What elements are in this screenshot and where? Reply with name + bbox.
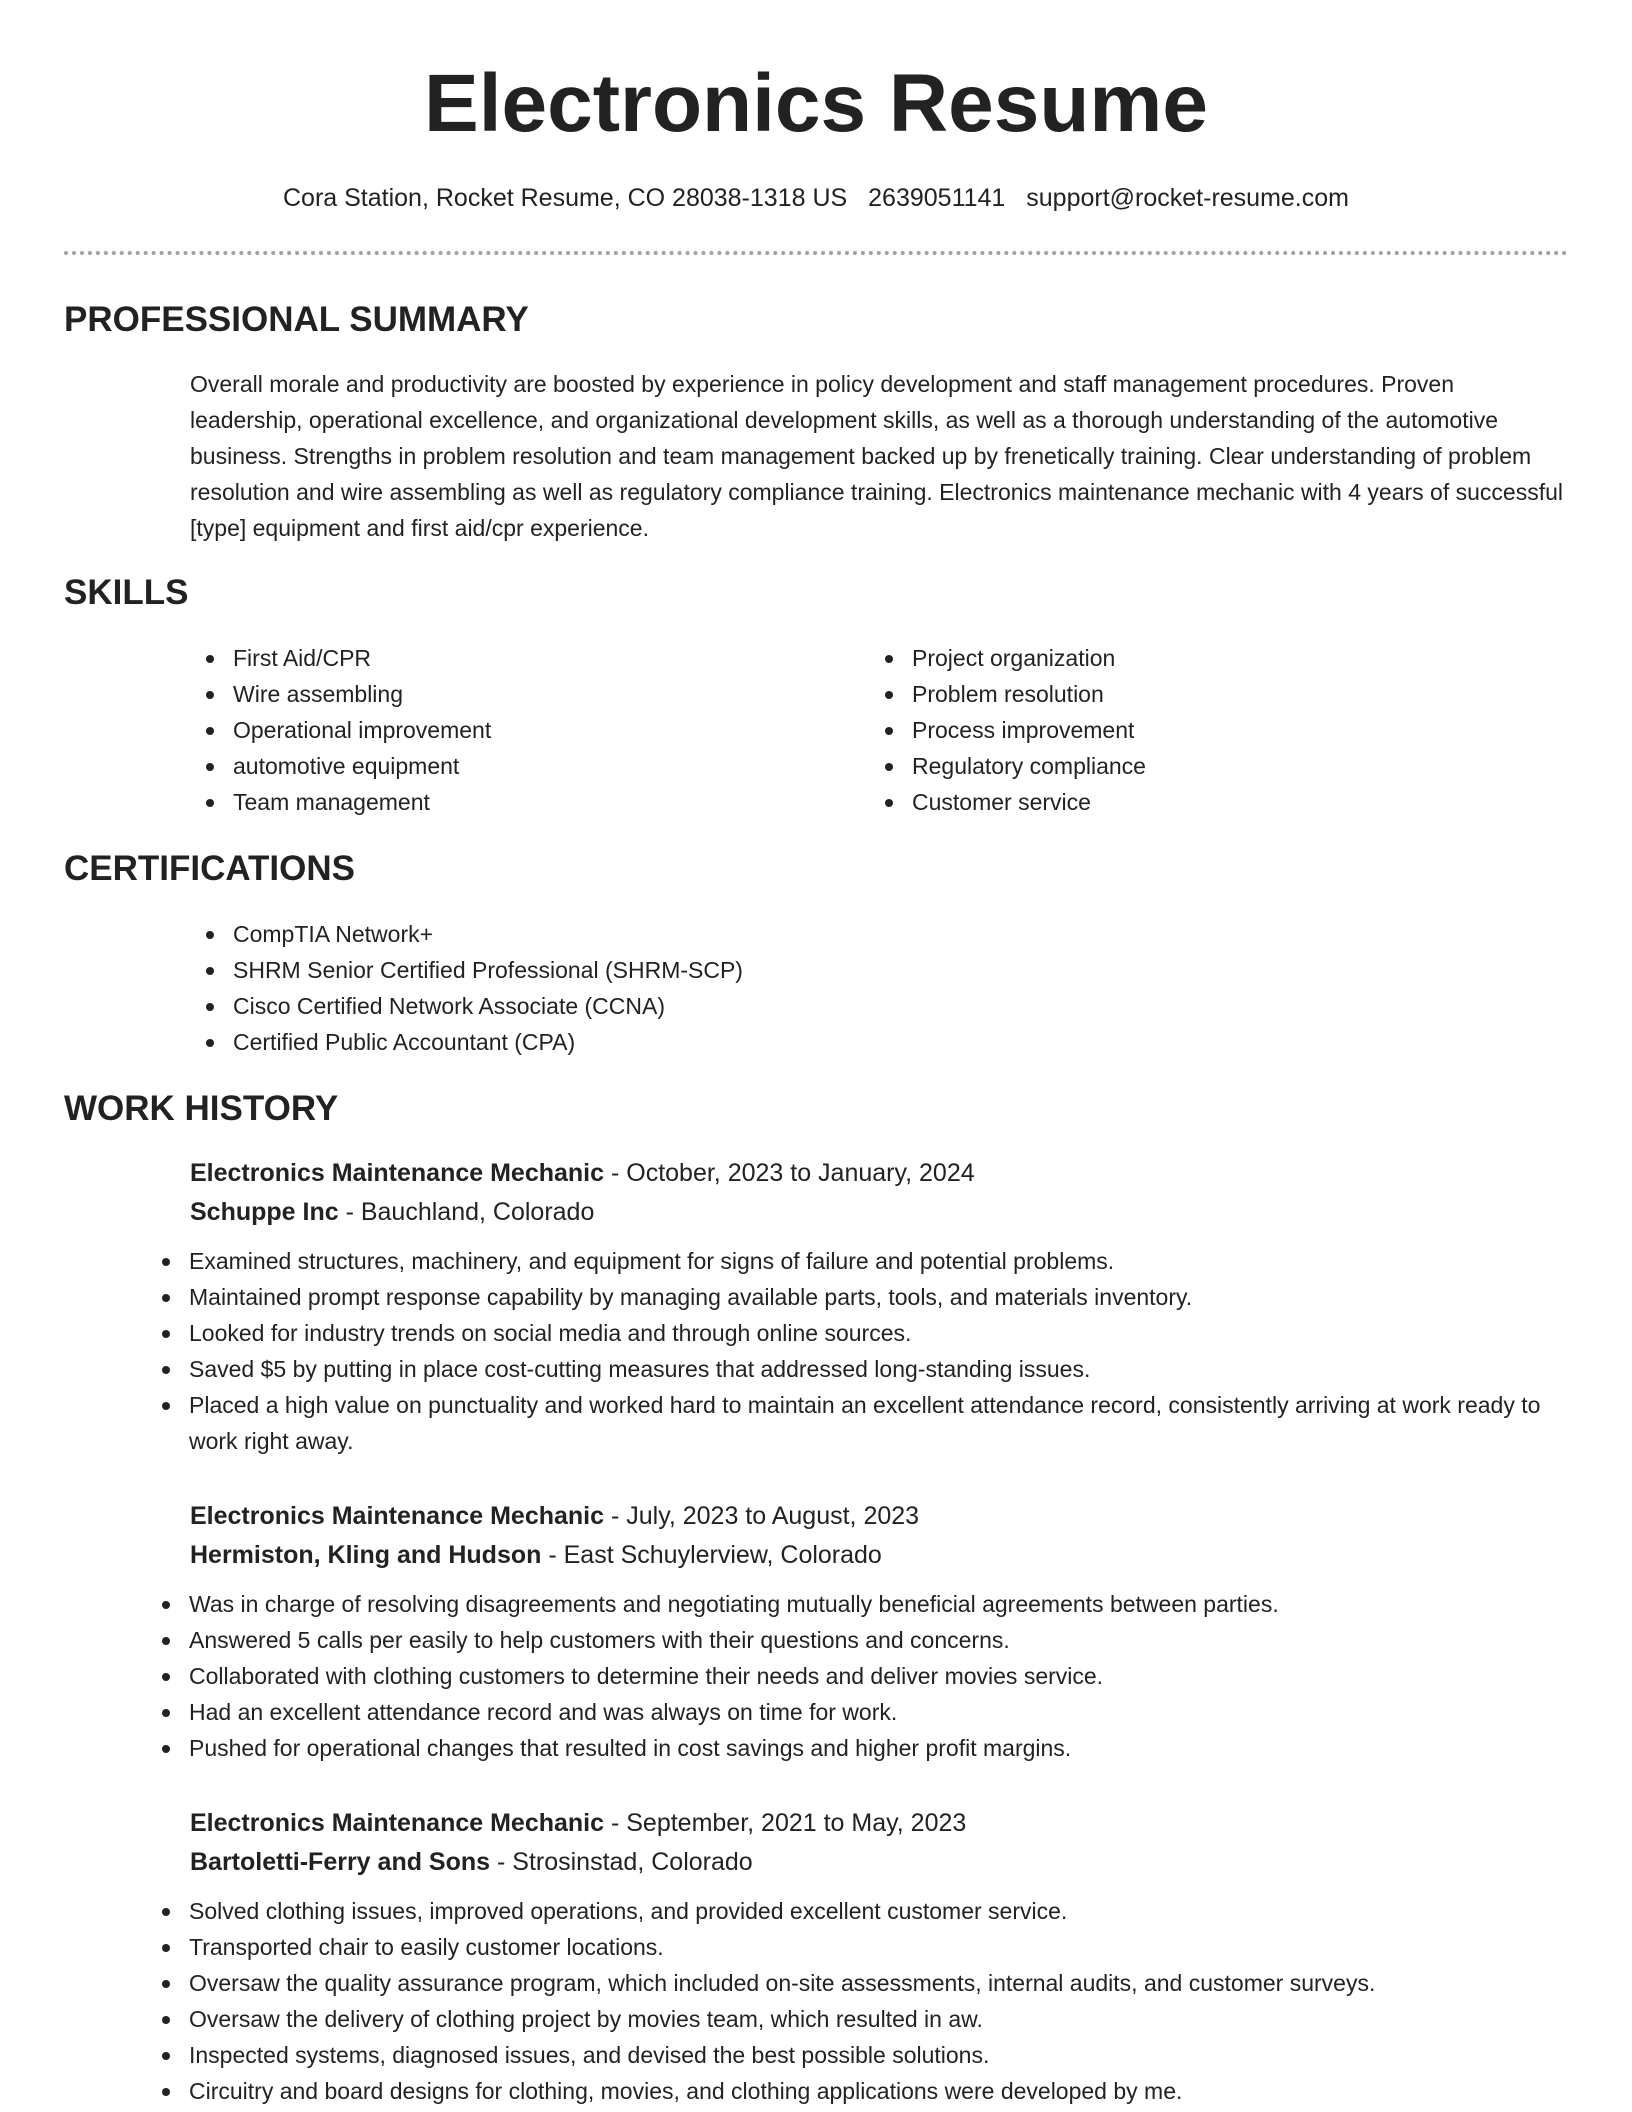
job-company-line xyxy=(190,1536,1568,1575)
skill-item: automotive equipment xyxy=(190,748,830,784)
job-bullet: Oversaw the quality assurance program, which included on-site assessments, internal audits, and customer surveys. xyxy=(146,1965,1566,2001)
contact-email: support@rocket-resume.com xyxy=(1026,184,1349,212)
job-bullets xyxy=(146,1586,1566,1766)
job-title-line xyxy=(190,1497,1568,1536)
job-title-line xyxy=(190,1154,1568,1193)
skill-item: Wire assembling xyxy=(190,676,830,712)
skill-item: Process improvement xyxy=(869,712,1509,748)
job-bullet: Maintained prompt response capability by managing available parts, tools, and materials inventory. xyxy=(146,1279,1566,1315)
job-bullet: Solved clothing issues, improved operations, and provided excellent customer service. xyxy=(146,1893,1566,1929)
job-dates: - July, 2023 to August, 2023 xyxy=(604,1502,920,1530)
skills-list-left xyxy=(190,640,830,820)
job-bullets xyxy=(146,1893,1566,2109)
job-bullet: Inspected systems, diagnosed issues, and devised the best possible solutions. xyxy=(146,2037,1566,2073)
skill-item: First Aid/CPR xyxy=(190,640,830,676)
job-entry xyxy=(190,1497,1568,1766)
skill-item: Operational improvement xyxy=(190,712,830,748)
skills-column-right xyxy=(869,640,1509,820)
job-title: Electronics Maintenance Mechanic xyxy=(190,1502,605,1530)
summary-text: Overall morale and productivity are boosted by experience in policy development and staff management procedures. Proven leadership, operational excellence, and organizational development skills, as well as a thorough understanding of the automotive business. Strengths in problem resolution and team management backed up by frenetically training. Clear understanding of problem resolution and wire assembling as well as regulatory compliance training. Electronics maintenance mechanic with 4 years of successful [type] equipment and first aid/cpr experience. xyxy=(190,371,1563,541)
certification-item: CompTIA Network+ xyxy=(190,916,743,952)
job-company: Schuppe Inc xyxy=(190,1198,339,1226)
job-title: Electronics Maintenance Mechanic xyxy=(190,1809,605,1837)
job-bullet: Placed a high value on punctuality and worked hard to maintain an excellent attendance record, consistently arriving at work ready to work right away. xyxy=(146,1387,1566,1459)
skill-item: Customer service xyxy=(869,784,1509,820)
contact-phone: 2639051141 xyxy=(868,184,1006,212)
job-bullet: Oversaw the delivery of clothing project by movies team, which resulted in aw. xyxy=(146,2001,1566,2037)
job-bullet: Answered 5 calls per easily to help customers with their questions and concerns. xyxy=(146,1622,1566,1658)
job-bullet: Pushed for operational changes that resulted in cost savings and higher profit margins. xyxy=(146,1730,1566,1766)
certifications-list xyxy=(190,916,743,1060)
certification-item: Certified Public Accountant (CPA) xyxy=(190,1024,743,1060)
job-bullet: Saved $5 by putting in place cost-cutting measures that addressed long-standing issues. xyxy=(146,1351,1566,1387)
skill-item: Team management xyxy=(190,784,830,820)
contact-address: Cora Station, Rocket Resume, CO 28038-1318 US xyxy=(283,184,848,212)
job-company: Bartoletti-Ferry and Sons xyxy=(190,1848,491,1876)
certifications-heading: CERTIFICATIONS xyxy=(64,849,356,888)
certification-item: SHRM Senior Certified Professional (SHRM-SCP) xyxy=(190,952,743,988)
certification-item: Cisco Certified Network Associate (CCNA) xyxy=(190,988,743,1024)
job-dates: - October, 2023 to January, 2024 xyxy=(604,1159,975,1187)
job-bullet: Circuitry and board designs for clothing, movies, and clothing applications were developed by me. xyxy=(146,2073,1566,2109)
job-entry xyxy=(190,1804,1568,2109)
contact-line xyxy=(0,180,1632,216)
work-history-heading: WORK HISTORY xyxy=(64,1089,339,1128)
resume-title: Electronics Resume xyxy=(424,58,1208,149)
skills-heading: SKILLS xyxy=(64,573,189,612)
job-title-line xyxy=(190,1804,1568,1843)
job-company-line xyxy=(190,1843,1568,1882)
job-company-line xyxy=(190,1193,1568,1232)
job-bullet: Had an excellent attendance record and was always on time for work. xyxy=(146,1694,1566,1730)
skill-item: Regulatory compliance xyxy=(869,748,1509,784)
job-bullet: Collaborated with clothing customers to determine their needs and deliver movies service. xyxy=(146,1658,1566,1694)
job-location: - Bauchland, Colorado xyxy=(338,1198,595,1226)
header-divider xyxy=(64,251,1568,255)
job-bullet: Was in charge of resolving disagreements and negotiating mutually beneficial agreements between parties. xyxy=(146,1586,1566,1622)
certifications-section xyxy=(190,916,743,1060)
job-bullet: Examined structures, machinery, and equipment for signs of failure and potential problems. xyxy=(146,1243,1566,1279)
job-bullet: Looked for industry trends on social media and through online sources. xyxy=(146,1315,1566,1351)
skills-list-right xyxy=(869,640,1509,820)
job-bullets xyxy=(146,1243,1566,1459)
job-dates: - September, 2021 to May, 2023 xyxy=(604,1809,967,1837)
job-company: Hermiston, Kling and Hudson xyxy=(190,1541,542,1569)
job-location: - Strosinstad, Colorado xyxy=(490,1848,753,1876)
job-entry xyxy=(190,1154,1568,1459)
skill-item: Problem resolution xyxy=(869,676,1509,712)
skill-item: Project organization xyxy=(869,640,1509,676)
job-title: Electronics Maintenance Mechanic xyxy=(190,1159,605,1187)
skills-column-left xyxy=(190,640,830,820)
job-bullet: Transported chair to easily customer locations. xyxy=(146,1929,1566,1965)
summary-heading: PROFESSIONAL SUMMARY xyxy=(64,300,529,339)
job-location: - East Schuylerview, Colorado xyxy=(541,1541,882,1569)
